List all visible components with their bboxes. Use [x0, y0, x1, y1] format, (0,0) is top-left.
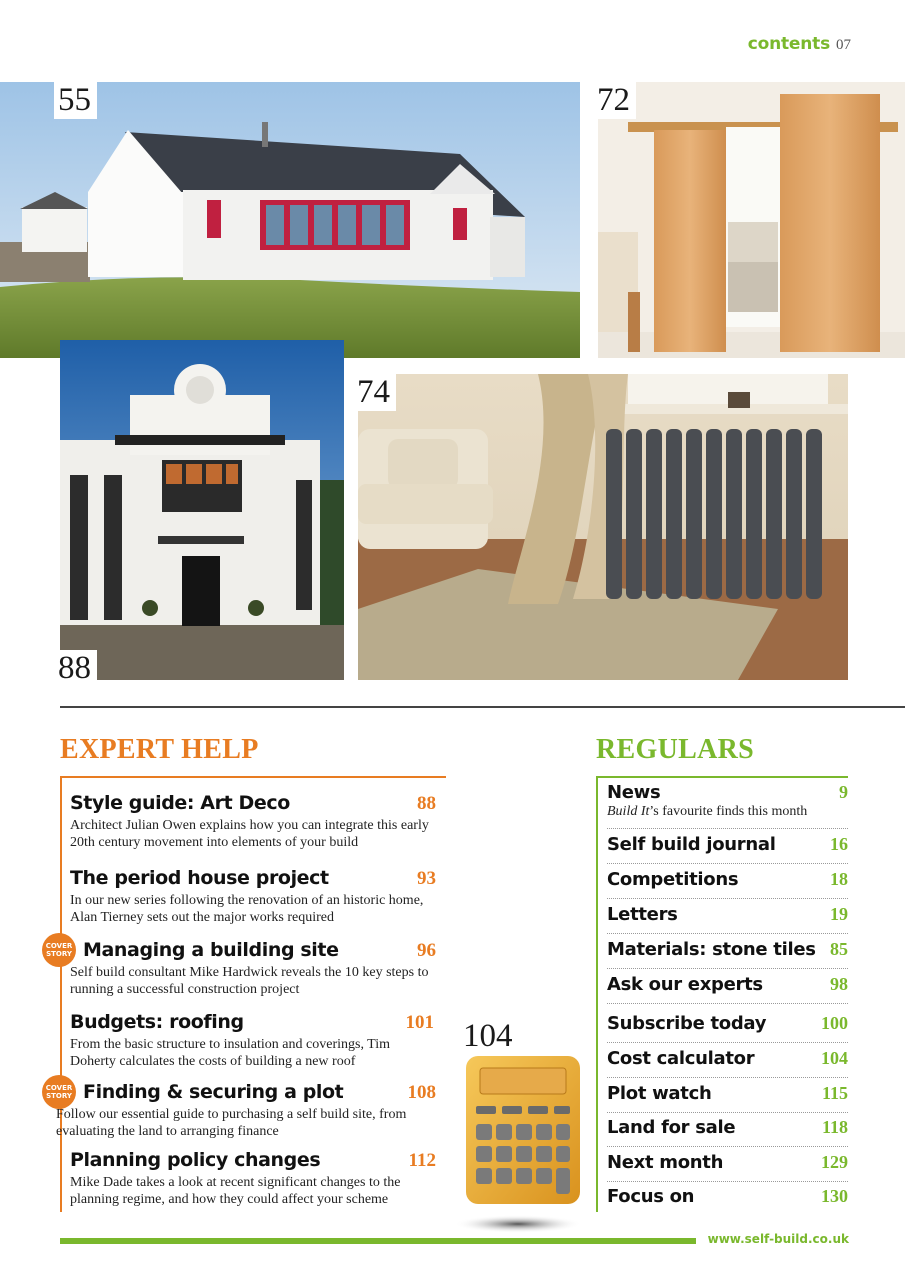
- regular-item-title: Ask our experts: [607, 974, 763, 995]
- regular-item-page: 104: [821, 1048, 848, 1068]
- expert-item-desc: Mike Dade takes a look at recent significant changes to the planning regime, and how they could affect your scheme: [70, 1175, 401, 1207]
- expert-item-page: 101: [405, 1012, 434, 1033]
- expert-item-title: The period house project: [70, 867, 329, 889]
- regular-item-plot-watch[interactable]: [607, 1083, 848, 1113]
- regular-item-calculator[interactable]: [607, 1048, 848, 1078]
- regular-item-page: 100: [821, 1013, 848, 1033]
- doors-photo[interactable]: [598, 82, 905, 358]
- page-number: 07: [836, 37, 851, 53]
- page-header: [748, 34, 851, 54]
- regular-item-title: Next month: [607, 1152, 724, 1173]
- cover-story-badge: COVER STORY: [42, 933, 76, 967]
- expert-item-title: Style guide: Art Deco: [70, 792, 290, 814]
- expert-item-page: 112: [408, 1150, 436, 1171]
- expert-item-budgets-roofing[interactable]: [70, 1011, 434, 1070]
- expert-item-managing-site[interactable]: [45, 939, 436, 998]
- regular-item-title: Plot watch: [607, 1083, 712, 1104]
- expert-item-desc: Architect Julian Owen explains how you can integrate this early 20th century movement into elements of your build: [70, 818, 429, 850]
- expert-item-style-guide[interactable]: [70, 792, 436, 851]
- radiator-photo[interactable]: [358, 374, 848, 680]
- radiator-page-number: 74: [353, 374, 396, 411]
- regulars-title: REGULARS: [596, 734, 754, 765]
- regular-item-next-month[interactable]: [607, 1152, 848, 1182]
- section-label: contents: [747, 34, 830, 54]
- expert-help-title: EXPERT HELP: [60, 734, 259, 765]
- expert-item-page: 108: [407, 1082, 436, 1103]
- expert-item-period-house[interactable]: [70, 867, 436, 926]
- regular-item-page: 115: [821, 1083, 848, 1103]
- expert-item-desc: Self build consultant Mike Hardwick reveals the 10 key steps to running a successful construction project: [70, 965, 429, 997]
- artdeco-photo[interactable]: [60, 340, 344, 680]
- regular-item-title: Cost calculator: [607, 1048, 755, 1069]
- doors-page-number: 72: [593, 82, 636, 119]
- expert-item-desc: From the basic structure to insulation and coverings, Tim Doherty calculates the costs of building a new roof: [70, 1037, 391, 1069]
- regular-item-title: Focus on: [607, 1186, 695, 1207]
- artdeco-house-illustration: [60, 340, 344, 680]
- house-illustration: [0, 82, 580, 358]
- expert-item-finding-plot[interactable]: [45, 1081, 436, 1140]
- regular-item-land[interactable]: [607, 1117, 848, 1147]
- regular-item-experts[interactable]: [607, 974, 848, 1004]
- calculator-page-number: 104: [463, 1018, 513, 1054]
- website-link[interactable]: www.self-build.co.uk: [707, 1232, 849, 1246]
- regular-item-news[interactable]: [607, 782, 848, 829]
- expert-item-page: 88: [417, 793, 436, 814]
- expert-item-desc: In our new series following the renovation of an historic home, Alan Tierney sets out the major works required: [70, 893, 424, 925]
- section-divider: [60, 706, 905, 708]
- regular-item-focus[interactable]: [607, 1186, 848, 1212]
- regular-item-page: 19: [830, 904, 848, 924]
- expert-item-planning-policy[interactable]: [70, 1149, 436, 1208]
- regular-item-page: 130: [821, 1186, 848, 1206]
- expert-item-title: Planning policy changes: [70, 1149, 321, 1171]
- regular-item-journal[interactable]: [607, 834, 848, 864]
- regular-item-page: 85: [830, 939, 848, 959]
- regular-item-page: 18: [830, 869, 848, 889]
- expert-item-desc: Follow our essential guide to purchasing a self build site, from evaluating the land to arranging finance: [56, 1107, 407, 1139]
- regular-item-title: Competitions: [607, 869, 739, 890]
- expert-item-title: Finding & securing a plot: [83, 1081, 344, 1103]
- regular-item-letters[interactable]: [607, 904, 848, 934]
- regular-item-subscribe[interactable]: [607, 1013, 848, 1043]
- footer-bar: [60, 1238, 696, 1244]
- news-description: Build It’s favourite finds this month: [607, 804, 808, 819]
- regular-item-title: Materials: stone tiles: [607, 939, 816, 960]
- regular-item-page: 129: [821, 1152, 848, 1172]
- house-photo[interactable]: [0, 82, 580, 358]
- cover-story-badge: COVER STORY: [42, 1075, 76, 1109]
- radiator-room-illustration: [358, 374, 848, 680]
- regular-item-materials[interactable]: [607, 939, 848, 969]
- house-page-number: 55: [54, 82, 97, 119]
- calculator-icon: [456, 1054, 586, 1234]
- expert-item-page: 93: [417, 868, 436, 889]
- artdeco-page-number: 88: [54, 650, 97, 687]
- regular-item-title: News: [607, 782, 661, 803]
- regular-item-page: 118: [821, 1117, 848, 1137]
- expert-item-title: Budgets: roofing: [70, 1011, 244, 1033]
- regular-item-page: 9: [839, 782, 848, 802]
- regular-item-title: Self build journal: [607, 834, 776, 855]
- sliding-doors-illustration: [598, 82, 905, 358]
- regular-item-title: Subscribe today: [607, 1013, 767, 1034]
- regular-item-title: Land for sale: [607, 1117, 736, 1138]
- regular-item-page: 98: [830, 974, 848, 994]
- expert-item-page: 96: [417, 940, 436, 961]
- regular-item-title: Letters: [607, 904, 678, 925]
- regular-item-page: 16: [830, 834, 848, 854]
- expert-item-title: Managing a building site: [83, 939, 339, 961]
- calculator-image[interactable]: [456, 1054, 586, 1234]
- regular-item-competitions[interactable]: [607, 869, 848, 899]
